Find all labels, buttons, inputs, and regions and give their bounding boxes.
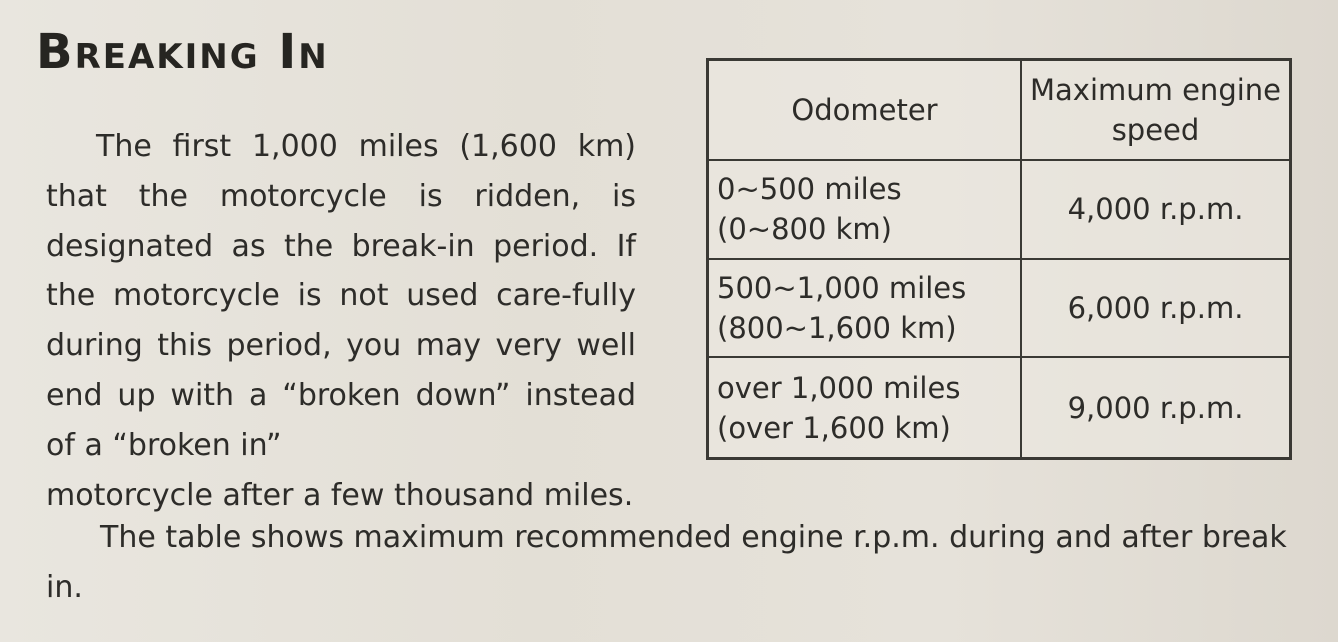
table-explanation-paragraph: The table shows maximum recommended engine r.p.m. during and after break in. — [46, 520, 1287, 605]
table-cell-odometer: 500~1,000 miles (800~1,600 km) — [709, 260, 1022, 359]
table-cell-odometer: over 1,000 miles (over 1,600 km) — [709, 358, 1022, 457]
break-in-intro-paragraph — [46, 122, 636, 520]
table-header-max-engine-speed: Maximum engine speed — [1022, 61, 1289, 161]
section-heading: Breaking In — [36, 24, 329, 80]
table-cell-max-speed: 6,000 r.p.m. — [1022, 260, 1289, 359]
intro-paragraph-last-line: motorcycle after a few thousand miles. — [46, 477, 634, 513]
break-in-rpm-table — [706, 58, 1292, 460]
intro-paragraph-body: The first 1,000 miles (1,600 km) that the motorcycle is ridden, is designated as the break-in period. If the motorcycle is not used care-fully during this period, you may very well end up with a “broken down” instead of a “broken in” — [46, 129, 636, 463]
table-header-odometer: Odometer — [709, 61, 1022, 161]
table-cell-max-speed: 4,000 r.p.m. — [1022, 161, 1289, 260]
table-cell-max-speed: 9,000 r.p.m. — [1067, 390, 1244, 425]
table-cell-odometer: 0~500 miles (0~800 km) — [709, 161, 1022, 260]
